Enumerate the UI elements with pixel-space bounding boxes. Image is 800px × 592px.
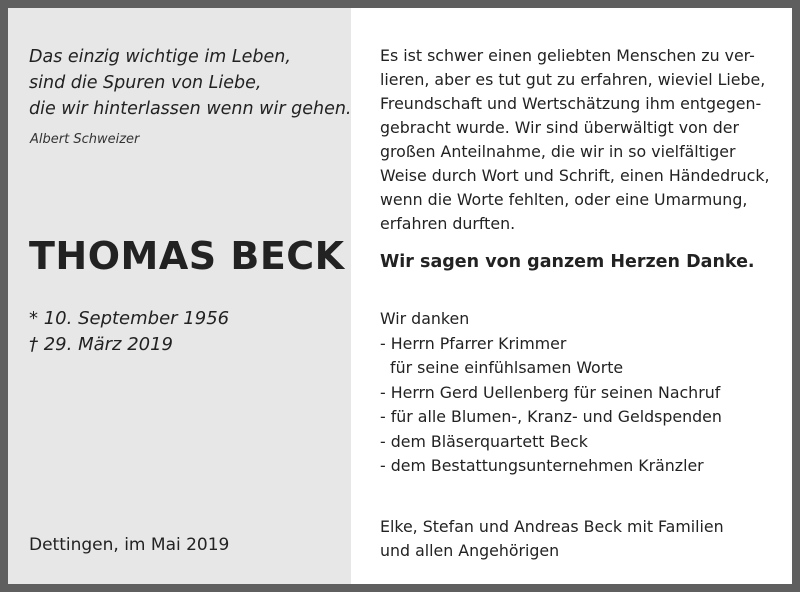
quote-author: Albert Schweizer — [30, 132, 140, 147]
list-item: - Herrn Pfarrer Krimmer — [380, 333, 567, 353]
intro-line: Weise durch Wort und Schrift, einen Händedruck, — [380, 166, 770, 185]
list-item: - Herrn Gerd Uellenberg für seinen Nachruf — [380, 382, 721, 402]
list-item: für seine einfühlsamen Worte — [380, 358, 624, 377]
signature-line: und allen Angehörigen — [380, 541, 560, 560]
birth-date: * 10. September 1956 — [29, 308, 230, 329]
quote-line: die wir hinterlassen wenn wir gehen. — [29, 99, 352, 119]
intro-line: lieren, aber es tut gut zu erfahren, wieviel Liebe, — [380, 70, 766, 89]
death-date: † 29. März 2019 — [29, 334, 174, 355]
quote — [29, 44, 352, 122]
list-item: Wir danken — [380, 309, 470, 328]
intro-line: wenn die Worte fehlten, oder eine Umarmung, — [380, 190, 748, 209]
intro-line: erfahren durften. — [380, 214, 516, 233]
thanks-heading: Wir sagen von ganzem Herzen Danke. — [380, 252, 755, 272]
deceased-name: THOMAS BECK — [29, 234, 345, 278]
signature — [380, 515, 724, 563]
obituary-card — [8, 8, 792, 584]
life-dates — [29, 306, 229, 358]
place-date: Dettingen, im Mai 2019 — [29, 535, 230, 555]
quote-line: Das einzig wichtige im Leben, — [29, 47, 291, 67]
list-item: - dem Bläserquartett Beck — [380, 431, 588, 451]
left-panel — [8, 8, 351, 584]
intro-line: großen Anteilnahme, die wir in so vielfältiger — [380, 142, 736, 161]
intro-text — [380, 44, 780, 236]
intro-line: Freundschaft und Wertschätzung ihm entgegen- — [380, 94, 762, 113]
quote-line: sind die Spuren von Liebe, — [29, 73, 262, 93]
intro-line: Es ist schwer einen geliebten Menschen zu ver- — [380, 46, 755, 65]
thanks-list — [380, 307, 722, 479]
list-item: - dem Bestattungsunternehmen Kränzler — [380, 456, 704, 475]
list-item: - für alle Blumen-, Kranz- und Geldspenden — [380, 407, 722, 426]
intro-line: gebracht wurde. Wir sind überwältigt von der — [380, 118, 740, 137]
signature-line: Elke, Stefan und Andreas Beck mit Familien — [380, 517, 724, 536]
